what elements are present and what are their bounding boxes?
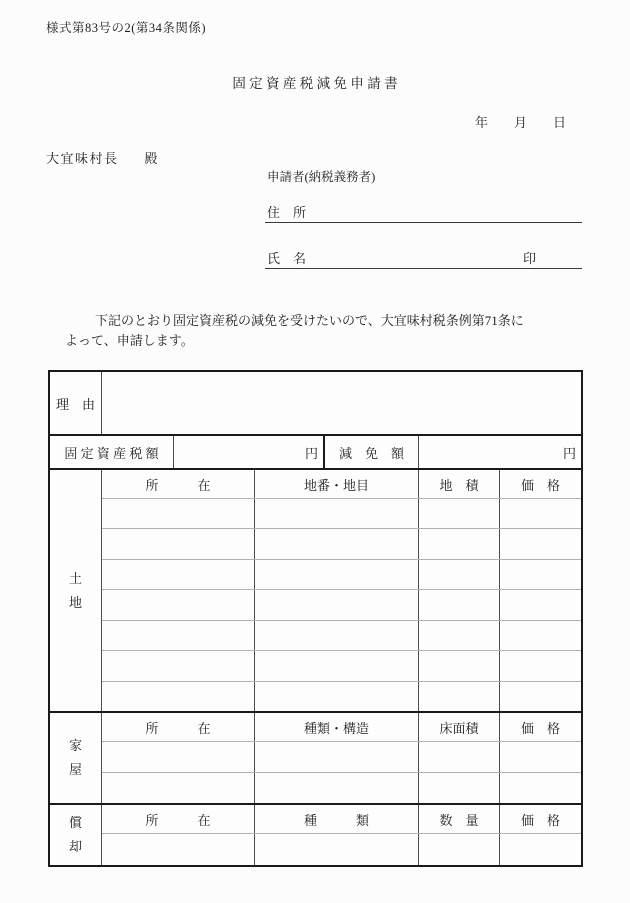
empty-data-cell [255,499,419,528]
date-line: 年 月 日 [475,115,567,130]
table-row [102,499,581,529]
tax-amount-row [50,436,581,470]
empty-data-cell [419,529,500,558]
column-header: 地番・地目 [255,470,419,498]
column-header: 価 格 [520,477,560,493]
tax-amount-value-cell [174,436,325,468]
page-title: 固 定 資 産 税 減 免 申 請 書 [232,76,398,91]
table-row [102,560,581,590]
reduction-amount-value-cell [419,436,581,468]
applicant-label: 申請者(納税義務者) [267,170,376,184]
addressee-line [46,148,158,167]
empty-data-cell [102,773,255,803]
empty-data-cell [102,529,255,558]
empty-data-cell [419,499,500,528]
reduction-amount-label: 減 免 額 [325,436,419,468]
section-depreciable-label [50,805,102,865]
table-row [102,529,581,559]
addressee-honorific: 殿 [144,151,158,166]
empty-data-cell [500,834,581,865]
column-header: 種類・構造 [255,713,419,741]
empty-data-cell [419,682,500,711]
empty-data-cell [102,834,255,865]
section-depreciable [50,805,581,865]
empty-data-cell [255,682,419,711]
empty-data-cell [500,560,581,589]
section-building-header-row [102,713,581,742]
empty-data-cell [500,742,581,772]
empty-data-cell [419,651,500,680]
table-row [102,682,581,711]
addressee-name: 大宜味村長 [46,151,119,166]
empty-data-cell [500,651,581,680]
reason-label-cell: 理 由 [50,372,102,434]
section-land-label-char: 土 [68,570,82,586]
column-header: 床面積 [419,713,500,741]
column-header: 価 格 [520,812,560,828]
yen-unit-label: 円 [304,445,318,461]
section-building [50,713,581,805]
empty-data-cell [500,499,581,528]
empty-data-cell [255,560,419,589]
request-statement-line1: 下記のとおり固定資産税の減免を受けたいので、大宜味村税条例第71条に [95,313,524,328]
empty-data-cell [500,621,581,650]
section-building-label-char: 家 [68,738,82,753]
name-field [265,249,582,269]
name-label: 氏 名 [267,251,307,266]
table-row [102,621,581,651]
empty-data-cell [419,773,500,803]
column-header: 所 在 [102,713,255,741]
section-depreciable-body [102,805,581,865]
application-table [48,370,583,867]
yen-unit-label: 円 [562,445,576,461]
table-row [102,834,581,865]
table-row [102,590,581,620]
section-depreciable-label-char: 却 [68,839,82,854]
empty-data-cell [419,590,500,619]
column-header: 地 積 [419,470,500,498]
column-header: 種 類 [255,805,419,833]
empty-data-cell [102,560,255,589]
empty-data-cell [255,590,419,619]
address-label: 住 所 [267,205,307,220]
seal-label: 印 [523,251,537,266]
section-land-header-row [102,470,581,499]
table-row [102,773,581,803]
table-row [102,742,581,773]
empty-data-cell [255,529,419,558]
address-field [265,203,582,223]
empty-data-cell [500,682,581,711]
section-depreciable-label-char: 償 [68,815,82,830]
column-header: 所 在 [102,805,255,833]
section-land [50,470,581,713]
empty-data-cell [255,773,419,803]
reason-fill-area [102,372,581,434]
tax-amount-label: 固 定 資 産 税 額 [50,436,174,468]
empty-data-cell [419,621,500,650]
section-land-body [102,470,581,711]
empty-data-cell [500,773,581,803]
column-header: 数 量 [419,805,500,833]
section-land-label [50,470,102,711]
empty-data-cell [255,651,419,680]
asset-sections [50,470,581,865]
empty-data-cell [255,621,419,650]
empty-data-cell [419,834,500,865]
reason-row [50,372,581,436]
table-row [102,651,581,681]
empty-data-cell [102,742,255,772]
section-depreciable-header-row [102,805,581,834]
column-header: 価 格 [520,720,560,736]
column-header: 所 在 [102,470,255,498]
empty-data-cell [102,499,255,528]
request-statement [65,311,525,351]
empty-data-cell [419,742,500,772]
empty-data-cell [500,590,581,619]
section-building-label-char: 屋 [68,762,82,777]
empty-data-cell [500,529,581,558]
section-building-label [50,713,102,803]
section-land-label-char: 地 [68,594,82,610]
empty-data-cell [419,560,500,589]
form-number: 様式第83号の2(第34条関係) [46,21,207,35]
empty-data-cell [255,742,419,772]
section-building-body [102,713,581,803]
request-statement-line2: よって、申請します。 [65,333,194,348]
empty-data-cell [102,621,255,650]
empty-data-cell [102,651,255,680]
empty-data-cell [102,590,255,619]
empty-data-cell [102,682,255,711]
empty-data-cell [255,834,419,865]
